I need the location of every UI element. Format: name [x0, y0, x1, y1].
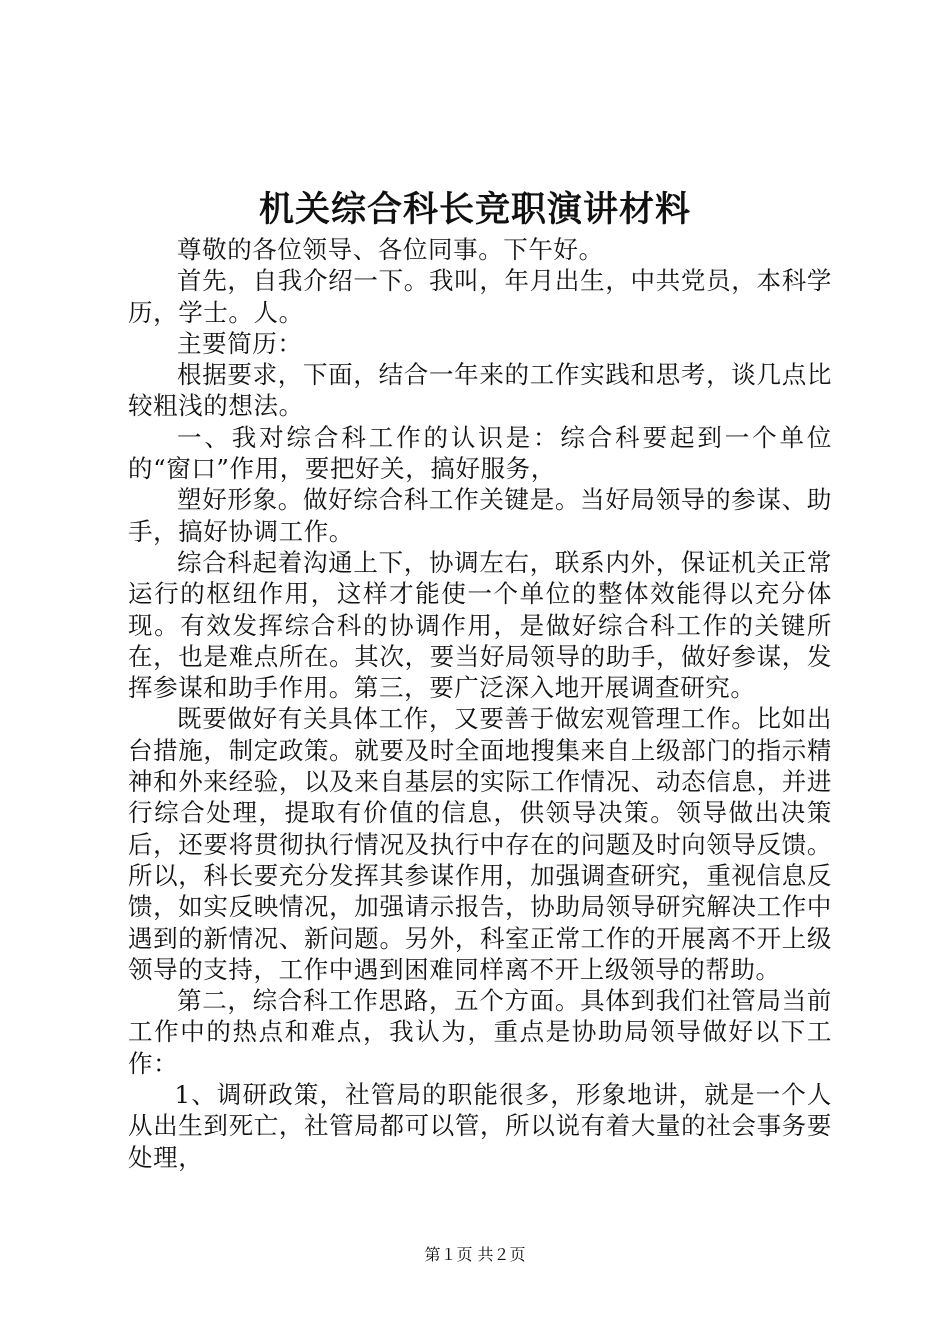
paragraph-greeting: 尊敬的各位领导、各位同事。下午好。: [177, 235, 604, 264]
paragraph-resume-heading: 主要简历：: [177, 328, 303, 358]
paragraph-self-introduction: 首先，自我介绍一下。我叫，年月出生，中共党员，本科学历，学士。人。: [128, 266, 832, 327]
paragraph-section-one: 一、我对综合科工作的认识是：综合科要起到一个单位的“窗口”作用，要把好关，搞好服务，: [128, 422, 832, 484]
document-title: 机关综合科长竞职演讲材料: [258, 189, 691, 230]
document-body: [128, 234, 832, 1173]
paragraph-intent: 根据要求，下面，结合一年来的工作实践和思考，谈几点比较粗浅的想法。: [128, 360, 832, 421]
paragraph-image-building: 塑好形象。做好综合科工作关键是。当好局领导的参谋、助手，搞好协调工作。: [128, 485, 832, 546]
paragraph-section-two: 第二，综合科工作思路，五个方面。具体到我们社管局当前工作中的热点和难点，我认为，重点是协助局领导做好以下工作：: [128, 986, 832, 1078]
page-footer: 第１页 共２页: [424, 1245, 526, 1264]
paragraph-macro-management: 既要做好有关具体工作，又要善于做宏观管理工作。比如出台措施，制定政策。就要及时全面地搜集来自上级部门的指示精神和外来经验，以及来自基层的实际工作情况、动态信息，并进行综合处理，提取有价值的信息，供领导决策。领导做出决策后，还要将贯彻执行情况及执行中存在的问题及时向领导反馈。所以，科长要充分发挥其参谋作用，加强调查研究，重视信息反馈，如实反映情况，加强请示报告，协助局领导研究解决工作中遇到的新情况、新问题。另外，科室正常工作的开展离不开上级领导的支持，工作中遇到困难同样离不开上级领导的帮助。: [128, 704, 832, 984]
paragraph-coordination-role: 综合科起着沟通上下，协调左右，联系内外，保证机关正常运行的枢纽作用，这样才能使一个单位的整体效能得以充分体现。有效发挥综合科的协调作用，是做好综合科工作的关键所在，也是难点所在。其次，要当好局领导的助手，做好参谋，发挥参谋和助手作用。第三，要广泛深入地开展调查研究。: [128, 547, 832, 703]
paragraph-item-one: 1、调研政策，社管局的职能很多，形象地讲，就是一个人从出生到死亡，社管局都可以管，所以说有着大量的社会事务要处理，: [128, 1080, 832, 1172]
